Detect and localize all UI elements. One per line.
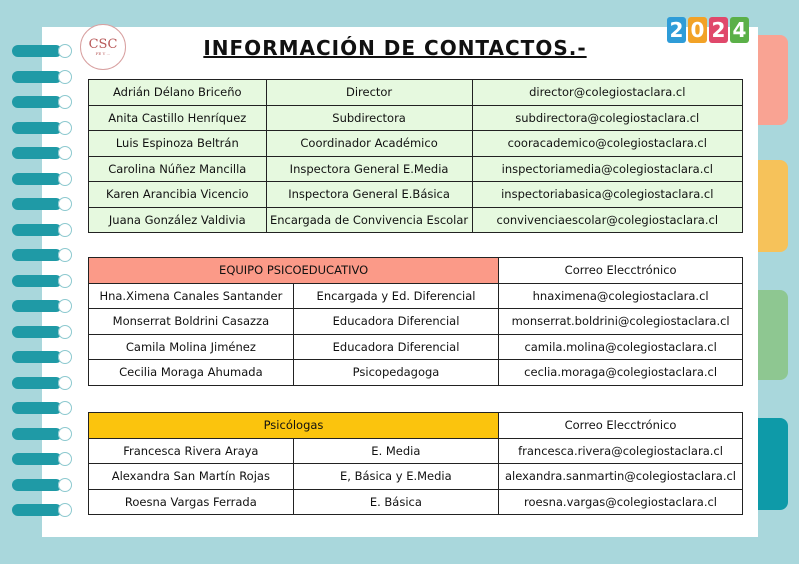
- cell-email: monserrat.boldrini@colegiostaclara.cl: [499, 309, 743, 335]
- spiral-ring: [12, 96, 70, 108]
- table-row: [89, 131, 743, 157]
- cell-email: ceclia.moraga@colegiostaclara.cl: [499, 360, 743, 386]
- cell-email: cooracademico@colegiostaclara.cl: [472, 131, 742, 157]
- spiral-ring: [12, 377, 70, 389]
- cell-role: Subdirectora: [266, 105, 472, 131]
- spiral-ring: [12, 122, 70, 134]
- table-row: [89, 309, 743, 335]
- cell-email: convivenciaescolar@colegiostaclara.cl: [472, 207, 742, 233]
- spiral-ring: [12, 198, 70, 210]
- year-digit: 0: [688, 17, 707, 43]
- cell-role: Educadora Diferencial: [293, 309, 498, 335]
- logo-motto: FE Y ...: [95, 51, 111, 56]
- spiral-ring: [12, 300, 70, 312]
- cell-name: Monserrat Boldrini Casazza: [89, 309, 294, 335]
- email-header: Correo Elecctrónico: [499, 413, 743, 439]
- cell-email: alexandra.sanmartin@colegiostaclara.cl: [499, 464, 743, 490]
- spiral-ring: [12, 173, 70, 185]
- spiral-ring: [12, 224, 70, 236]
- table-row: [89, 207, 743, 233]
- table-row: [89, 156, 743, 182]
- table-header-row: [89, 258, 743, 284]
- spiral-ring: [12, 71, 70, 83]
- table-row: [89, 105, 743, 131]
- cell-email: inspectoriabasica@colegiostaclara.cl: [472, 182, 742, 208]
- spiral-ring: [12, 275, 70, 287]
- table-row: [89, 283, 743, 309]
- cell-role: Educadora Diferencial: [293, 334, 498, 360]
- cell-email: hnaximena@colegiostaclara.cl: [499, 283, 743, 309]
- cell-name: Hna.Ximena Canales Santander: [89, 283, 294, 309]
- table-row: [89, 334, 743, 360]
- table-row: [89, 438, 743, 464]
- table-row: [89, 182, 743, 208]
- cell-name: Francesca Rivera Araya: [89, 438, 294, 464]
- page-title: INFORMACIÓN DE CONTACTOS.-: [203, 36, 587, 60]
- cell-name: Juana González Valdivia: [89, 207, 267, 233]
- spiral-ring: [12, 402, 70, 414]
- spiral-ring: [12, 428, 70, 440]
- cell-role: E. Básica: [293, 489, 498, 515]
- cell-name: Karen Arancibia Vicencio: [89, 182, 267, 208]
- directivos-table: [88, 79, 743, 233]
- year-digit: 2: [667, 17, 686, 43]
- spiral-ring: [12, 504, 70, 516]
- spiral-ring: [12, 479, 70, 491]
- cell-role: Inspectora General E.Básica: [266, 182, 472, 208]
- spiral-ring: [12, 453, 70, 465]
- cell-name: Roesna Vargas Ferrada: [89, 489, 294, 515]
- cell-email: francesca.rivera@colegiostaclara.cl: [499, 438, 743, 464]
- spiral-ring: [12, 326, 70, 338]
- logo-text: CSC: [88, 37, 118, 52]
- cell-role: Psicopedagoga: [293, 360, 498, 386]
- psicoeducativo-table: [88, 257, 743, 386]
- psicologas-header: Psicólogas: [89, 413, 499, 439]
- cell-email: roesna.vargas@colegiostaclara.cl: [499, 489, 743, 515]
- cell-email: subdirectora@colegiostaclara.cl: [472, 105, 742, 131]
- cell-role: Encargada de Convivencia Escolar: [266, 207, 472, 233]
- cell-name: Anita Castillo Henríquez: [89, 105, 267, 131]
- cell-role: E. Media: [293, 438, 498, 464]
- cell-name: Alexandra San Martín Rojas: [89, 464, 294, 490]
- cell-name: Cecilia Moraga Ahumada: [89, 360, 294, 386]
- cell-role: E, Básica y E.Media: [293, 464, 498, 490]
- table-row: [89, 489, 743, 515]
- psicoeducativo-header: EQUIPO PSICOEDUCATIVO: [89, 258, 499, 284]
- year-digit: 4: [730, 17, 749, 43]
- table-header-row: [89, 413, 743, 439]
- cell-email: director@colegiostaclara.cl: [472, 80, 742, 106]
- spiral-ring: [12, 351, 70, 363]
- cell-email: camila.molina@colegiostaclara.cl: [499, 334, 743, 360]
- year-digit: 2: [709, 17, 728, 43]
- cell-role: Encargada y Ed. Diferencial: [293, 283, 498, 309]
- cell-role: Inspectora General E.Media: [266, 156, 472, 182]
- cell-name: Luis Espinoza Beltrán: [89, 131, 267, 157]
- cell-email: inspectoriamedia@colegiostaclara.cl: [472, 156, 742, 182]
- table-row: [89, 80, 743, 106]
- psicologas-table: [88, 412, 743, 515]
- school-logo: [80, 24, 126, 70]
- spiral-ring: [12, 249, 70, 261]
- table-row: [89, 360, 743, 386]
- spiral-ring: [12, 147, 70, 159]
- email-header: Correo Elecctrónico: [499, 258, 743, 284]
- cell-name: Adrián Délano Briceño: [89, 80, 267, 106]
- year-badge: [667, 17, 749, 47]
- table-row: [89, 464, 743, 490]
- cell-role: Coordinador Académico: [266, 131, 472, 157]
- spiral-ring: [12, 45, 70, 57]
- cell-name: Camila Molina Jiménez: [89, 334, 294, 360]
- cell-role: Director: [266, 80, 472, 106]
- cell-name: Carolina Núñez Mancilla: [89, 156, 267, 182]
